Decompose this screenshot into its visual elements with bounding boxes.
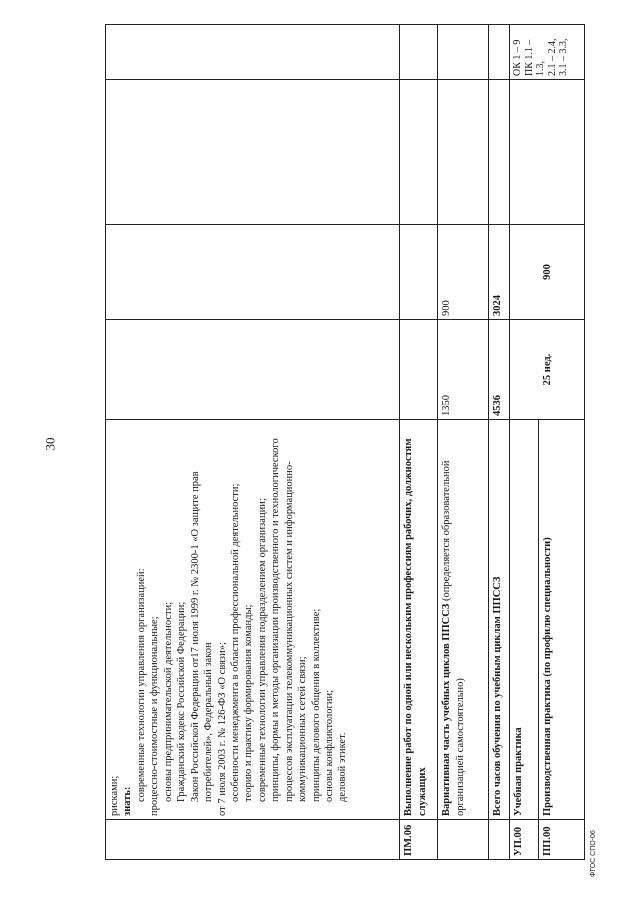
knowledge-item: основы конфликтологии; bbox=[324, 690, 335, 802]
code-cell bbox=[106, 820, 400, 860]
name-cell: Выполнение работ по одной или нескольким профессиям рабочих, должностям служащих bbox=[400, 420, 438, 820]
curriculum-table bbox=[105, 24, 585, 860]
disciplines-cell bbox=[488, 80, 510, 225]
knowledge-item: основы предпринимательской деятельности; bbox=[162, 601, 174, 802]
knowledge-item: деловой этикет. bbox=[337, 732, 349, 802]
obligatory-hours-cell bbox=[400, 225, 438, 320]
competences-cell bbox=[488, 25, 510, 80]
name-cell: Учебная практика bbox=[510, 420, 538, 820]
competence-item: 2.1 – 2.4, bbox=[546, 38, 558, 76]
code-cell: ПП.00 bbox=[538, 820, 584, 860]
practice-hours-cell: 900 bbox=[510, 225, 585, 320]
disciplines-cell bbox=[106, 80, 400, 225]
table-row-pm06 bbox=[400, 25, 438, 860]
disciplines-cell bbox=[510, 80, 585, 225]
table-row-total bbox=[488, 25, 510, 860]
knowledge-item: особенности менеджмента в области профессиональной деятельности; bbox=[229, 483, 241, 802]
obligatory-hours-cell bbox=[106, 225, 400, 320]
competences-cell bbox=[106, 25, 400, 80]
competence-item: ПК 1.1 – 1.3, bbox=[523, 39, 547, 76]
know-label: знать: bbox=[122, 786, 134, 816]
code-cell: УП.00 bbox=[510, 820, 538, 860]
page-number: 30 bbox=[42, 437, 58, 451]
practice-competences-cell bbox=[510, 25, 585, 80]
competence-item: 3.1 – 3.3, bbox=[558, 38, 570, 76]
competence-item: ОК 1 – 9 bbox=[512, 39, 524, 76]
disciplines-cell bbox=[400, 80, 438, 225]
knowledge-item: современные технологии управления подразделением организации; bbox=[256, 498, 268, 802]
knowledge-item: Закон Российской Федерации от17 июля 1999 г. № 2300-1 «О защите прав потребителей», Федеральный закон bbox=[189, 471, 215, 802]
knowledge-item: современные технологии управления организацией: bbox=[135, 568, 147, 802]
practice-duration-cell: 25 нед. bbox=[510, 320, 585, 420]
lead-in-text: рисками; bbox=[109, 775, 120, 816]
obligatory-hours-cell: 3024 bbox=[488, 225, 510, 320]
table-row-knowledge bbox=[106, 25, 400, 860]
name-cell: Производственная практика (по профилю специальности) bbox=[538, 420, 584, 820]
curriculum-table-wrapper bbox=[105, 25, 585, 860]
name-cell: Всего часов обучения по учебным циклам ППССЗ bbox=[488, 420, 510, 820]
knowledge-item: принципы делового общения в коллективе; bbox=[310, 608, 322, 802]
knowledge-item: Гражданский кодекс Российской Федерации; bbox=[176, 601, 188, 802]
max-hours-cell: 4536 bbox=[488, 320, 510, 420]
obligatory-hours-cell: 900 bbox=[438, 225, 488, 320]
variative-note: (определяется образовательной организацией самостоятельно) bbox=[441, 460, 466, 816]
table-row-up bbox=[510, 25, 538, 860]
knowledge-cell bbox=[106, 420, 400, 820]
footer-code: ФГОС СПО-06 bbox=[590, 830, 597, 877]
knowledge-item: принципы, формы и методы организации производственного и технологического процессов эксплуатации телекоммуникационных систем и информационно-коммуникационных сетей связи; bbox=[270, 438, 309, 802]
table-row-variative bbox=[438, 25, 488, 860]
name-cell bbox=[438, 420, 488, 820]
knowledge-item: теорию и практику формирования команды; bbox=[243, 604, 255, 802]
max-hours-cell bbox=[400, 320, 438, 420]
disciplines-cell bbox=[438, 80, 488, 225]
competences-cell bbox=[438, 25, 488, 80]
code-cell bbox=[488, 820, 510, 860]
code-cell bbox=[438, 820, 488, 860]
max-hours-cell: 1350 bbox=[438, 320, 488, 420]
knowledge-item: процессно-стоимостные и функциональные; bbox=[149, 616, 161, 816]
variative-title: Вариативная часть учебных циклов ППССЗ bbox=[441, 603, 453, 816]
max-hours-cell bbox=[106, 320, 400, 420]
code-cell: ПМ.06 bbox=[400, 820, 438, 860]
knowledge-item: от 7 июля 2003 г. № 126-ФЗ «О связи»; bbox=[216, 642, 228, 816]
competences-cell bbox=[400, 25, 438, 80]
